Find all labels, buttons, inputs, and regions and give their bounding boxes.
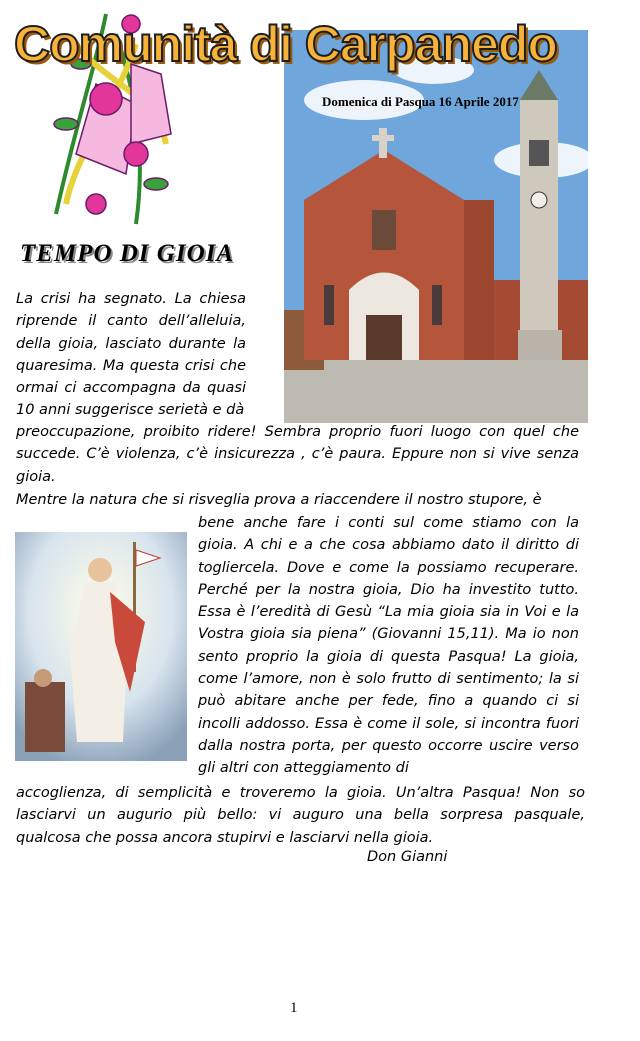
paragraph-continued: preoccupazione, proibito ridere! Sembra proprio fuori luogo con quel che succede. C’è violenza, c’è insicurezza , c’è paura. Eppure non si vive senza gioia. [16, 424, 579, 485]
paragraph-intro: La crisi ha segnato. La chiesa riprende il canto dell’alleluia, della gioia, lasciato durante la quaresima. Ma questa crisi che ormai ci accompagna da quasi 10 anni suggerisce serietà e dà [16, 291, 246, 419]
article-headline: TEMPO DI GIOIA [20, 240, 235, 267]
issue-date: Domenica di Pasqua 16 Aprile 2017 [322, 94, 519, 109]
masthead-title: Comunità di Carpanedo [14, 16, 557, 72]
paragraph-joy: bene anche fare i conti sul come stiamo con la gioia. A chi e a che cosa abbiamo dato il diritto di togliercela. Dove e come la possiamo recuperare. Perché per la nostra gioia, Dio ha investito tutto. Essa è l’eredità di Gesù “La mia gioia sia in Voi e la Vostra gioia sia piena” (Giovanni 15,11). Ma io non sento proprio la gioia di questa Pasqua! La gioia, come l’amore, non è solo frutto di sentimento; la si può abitare anche per fede, fino a quando ci si incolli addosso. Essa è come il sole, si incontra fuori dalla nostra porta, per questo occorre uscire verso gli altri con atteggiamento di [198, 515, 579, 777]
author-signature: Don Gianni [367, 849, 448, 865]
paragraph-nature: Mentre la natura che si risveglia prova a riaccendere il nostro stupore, è [16, 492, 542, 508]
risen-christ-image [15, 532, 187, 761]
paragraph-closing: accoglienza, di semplicità e troveremo la gioia. Un’altra Pasqua! Non so lasciarvi un augurio più bello: vi auguro una bella sorpresa pasquale, qualcosa che possa ancora stupirvi e lasciarvi nella gioia. [16, 785, 585, 846]
page-number: 1 [290, 1000, 298, 1016]
church-photo [284, 30, 588, 423]
